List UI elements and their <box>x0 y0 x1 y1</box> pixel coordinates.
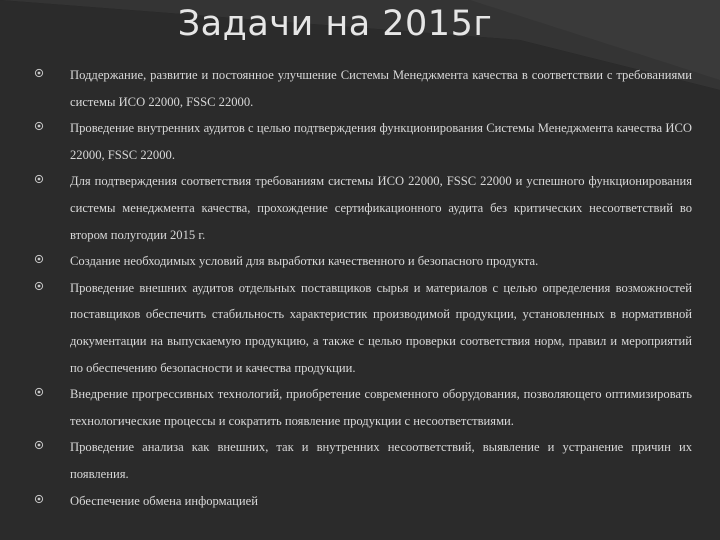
circle-bullet-icon <box>34 434 70 450</box>
list-item-text: Внедрение прогрессивных технологий, приобретение современного оборудования, позволяющего оптимизировать технологические процессы и сократить появление продукции с несоответствиями. <box>70 387 692 428</box>
circle-bullet-icon <box>34 275 70 291</box>
list-item-text: Создание необходимых условий для выработки качественного и безопасного продукта. <box>70 254 539 269</box>
list-item-text: Проведение анализа как внешних, так и внутренних несоответствий, выявление и устранение причин их появления. <box>70 440 692 481</box>
circle-bullet-icon <box>34 488 70 504</box>
list-item <box>34 488 692 515</box>
circle-bullet-icon <box>34 381 70 397</box>
list-item-text: Для подтверждения соответствия требованиям системы ИСО 22000, FSSC 22000 и успешного функционирования системы менеджмента качества, прохождение сертификационного аудита без критических несоответствий во втором полугодии 2015 г. <box>70 174 692 242</box>
slide-title: Задачи на 2015г <box>177 4 493 44</box>
list-item <box>34 434 692 487</box>
circle-bullet-icon <box>34 168 70 184</box>
list-item-text: Поддержание, развитие и постоянное улучшение Системы Менеджмента качества в соответствии с требованиями системы ИСО 22000, FSSC 22000. <box>70 68 692 109</box>
list-item <box>34 168 692 248</box>
list-item <box>34 115 692 168</box>
circle-bullet-icon <box>34 248 70 264</box>
list-item-text: Проведение внешних аудитов отдельных поставщиков сырья и материалов с целью определения возможностей поставщиков обеспечить стабильность характеристик производимой продукции, установленных в нормативной документации на выпускаемую продукцию, а также с целью проверки соответствия норм, правил и мероприятий по обеспечению безопасности и качества продукции. <box>70 280 692 375</box>
list-item <box>34 248 692 275</box>
task-list <box>34 62 692 514</box>
circle-bullet-icon <box>34 62 70 78</box>
circle-bullet-icon <box>34 115 70 131</box>
list-item <box>34 62 692 115</box>
list-item <box>34 275 692 381</box>
list-item <box>34 381 692 434</box>
list-item-text: Обеспечение обмена информацией <box>70 493 258 508</box>
list-item-text: Проведение внутренних аудитов с целью подтверждения функционирования Системы Менеджмента качества ИСО 22000, FSSC 22000. <box>70 121 692 162</box>
